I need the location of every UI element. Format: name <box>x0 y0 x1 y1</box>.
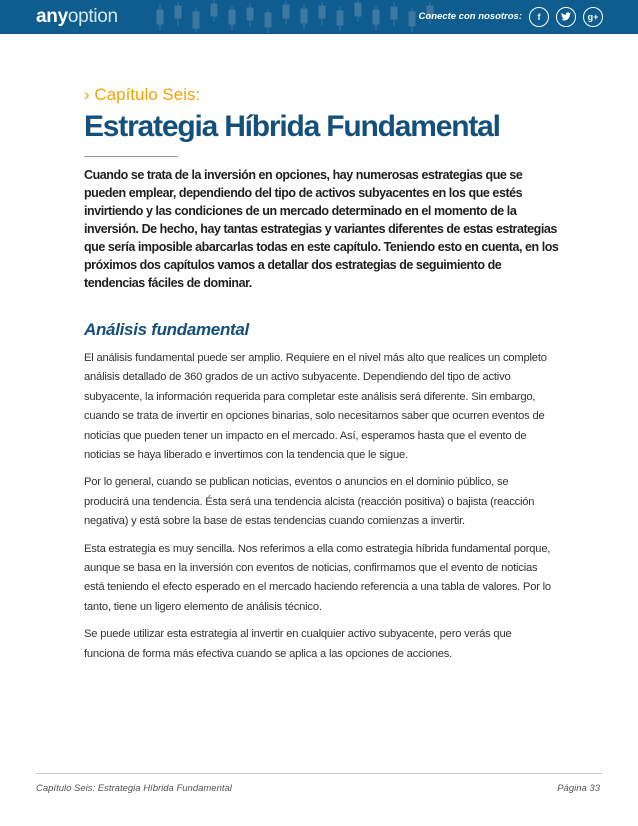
anyoption-logo[interactable] <box>36 6 118 28</box>
body-paragraph-2: Por lo general, cuando se publican noticias, eventos o anuncios en el dominio público, se producirá una tendencia. Ésta será una tendencia alcista (reacción positiva) o bajista (reacción negativa) y está sobre la base de estas tendencias cuando comienzas a invertir. <box>84 476 535 528</box>
body-paragraph-1: El análisis fundamental puede ser amplio. Requiere en el nivel más alto que realices un completo análisis detallado de 360 grados de un activo subyacente. Dependiendo del tipo de activo subyacente, la información requerida para completar este análisis será diferente. Sin embargo, cuando se trata de invertir en opciones binarias, solo necesitamos saber que ocurren eventos de noticias que pueden tener un impacto en el mercado. Así, esperamos hasta que el evento de noticias se haya liberado e invertimos con la tendencia que le sigue. <box>84 352 547 462</box>
facebook-icon[interactable]: f <box>529 7 549 27</box>
google-plus-icon[interactable]: g+ <box>583 7 603 27</box>
footer-divider <box>36 773 602 774</box>
page-title: Estrategia Híbrida Fundamental <box>84 110 500 143</box>
header-bar <box>0 0 638 34</box>
title-divider <box>84 156 178 157</box>
chapter-label: › Capítulo Seis: <box>84 85 201 104</box>
candlestick-decoration <box>150 0 450 34</box>
twitter-bird-glyph <box>561 12 571 21</box>
intro-paragraph: Cuando se trata de la inversión en opciones, hay numerosas estrategias que se pueden emplear, dependiendo del tipo de activos subyacentes en los que estés invirtiendo y las condiciones de un mercado determinado en el momento de la inversión. De hecho, hay tantas estrategias y variantes diferentes de estas estrategias que sería imposible abarcarlas todas en este capítulo. Teniendo esto en cuenta, en los próximos dos capítulos vamos a detallar dos estrategias de seguimiento de tendencias fáciles de dominar. <box>84 168 559 290</box>
section-body <box>84 349 554 672</box>
footer-chapter-title: Capítulo Seis: Estrategia Híbrida Fundamental <box>36 783 232 794</box>
logo-light-text: option <box>67 6 118 27</box>
section-title: Análisis fundamental <box>84 320 249 339</box>
body-paragraph-3: Esta estrategia es muy sencilla. Nos referimos a ella como estrategia híbrida fundamental porque, aunque se basa en la inversión con eventos de noticias, confirmamos que el evento de noticias está teniendo el efecto esperado en el mercado haciendo referencia a una tabla de valores. Por lo tanto, tiene un ligero elemento de análisis técnico. <box>84 542 551 613</box>
connect-label: Conecte con nosotros: <box>418 11 522 22</box>
logo-bold-text: any <box>36 6 68 27</box>
twitter-icon[interactable] <box>556 7 576 27</box>
body-paragraph-4: Se puede utilizar esta estrategia al invertir en cualquier activo subyacente, pero verás que funciona de forma más efectiva cuando se aplica a las opciones de acciones. <box>84 628 512 660</box>
footer-page-number: Página 33 <box>557 783 600 794</box>
